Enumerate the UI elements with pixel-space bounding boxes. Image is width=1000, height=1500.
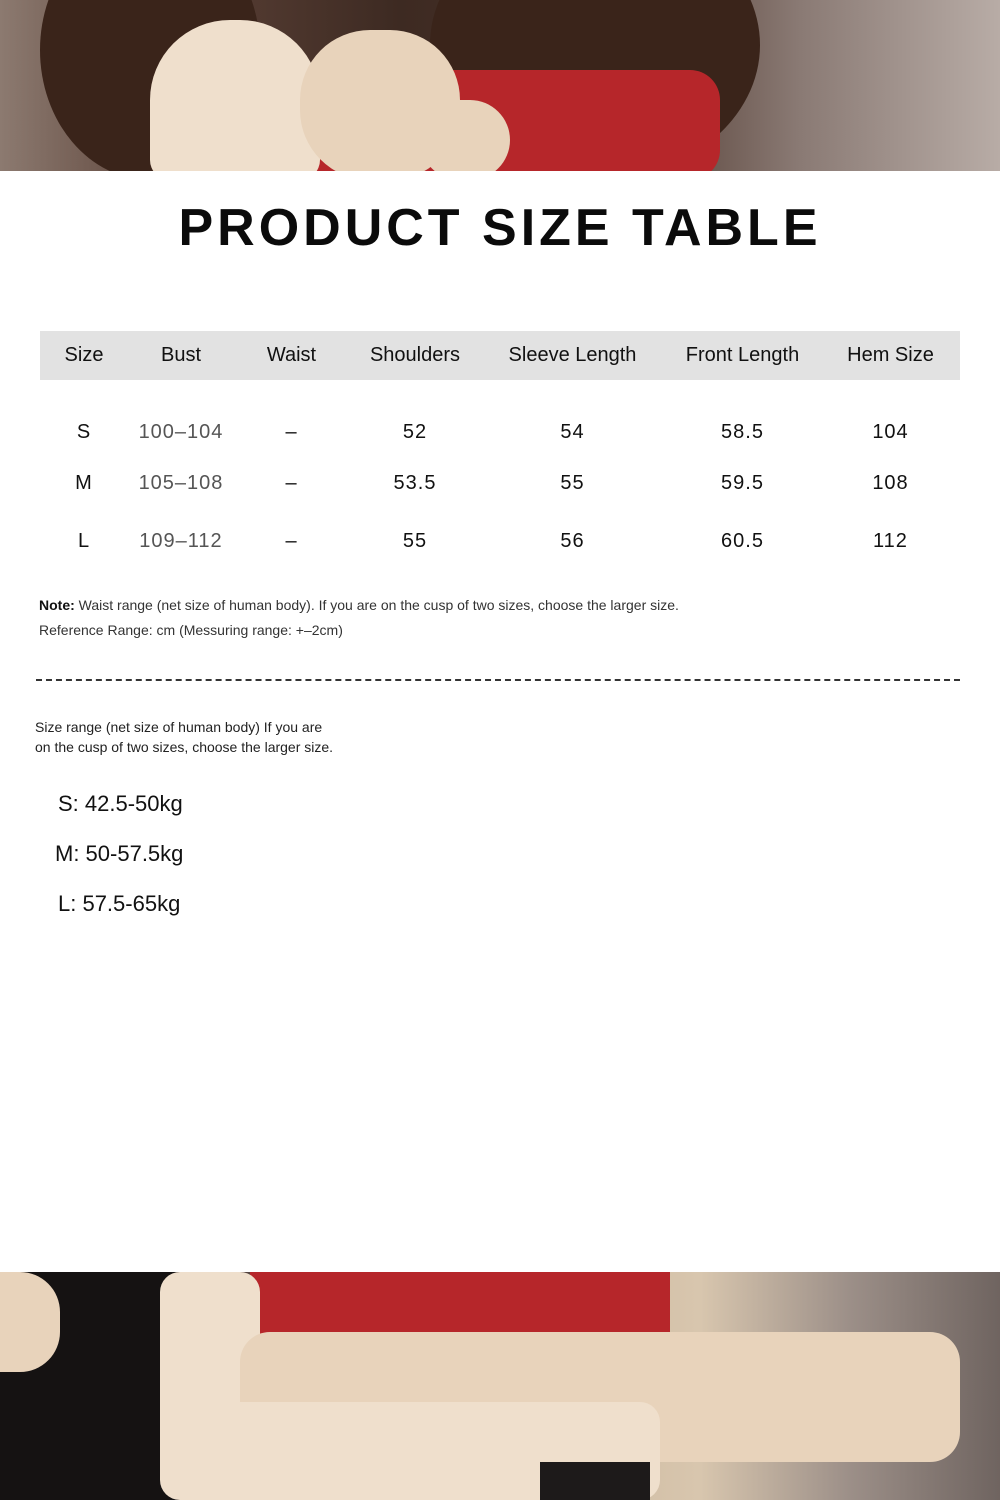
size-range-line-1: Size range (net size of human body) If you are xyxy=(35,719,323,735)
cell-waist: – xyxy=(285,420,298,443)
cell-shoulders: 52 xyxy=(402,420,428,443)
header-sleeve-length: Sleeve Length xyxy=(508,344,637,366)
cell-front-length: 58.5 xyxy=(721,420,764,443)
table-row xyxy=(40,380,960,454)
cell-size: M xyxy=(75,471,93,494)
cell-size: L xyxy=(77,529,91,552)
cell-sleeve-length: 54 xyxy=(560,420,585,443)
header-waist: Waist xyxy=(266,344,317,366)
note-body: Waist range (net size of human body). If you are on the cusp of two sizes, choose the larger size. xyxy=(74,597,679,613)
size-range-line-2: on the cusp of two sizes, choose the larger size. xyxy=(35,739,334,755)
header-shoulders: Shoulders xyxy=(369,344,461,366)
table-header-row xyxy=(40,331,960,380)
cell-sleeve-length: 56 xyxy=(560,529,585,552)
dashed-divider xyxy=(36,679,960,681)
cell-bust: 109–112 xyxy=(139,529,223,552)
cell-front-length: 60.5 xyxy=(721,529,764,552)
cell-waist: – xyxy=(285,471,298,494)
header-hem-size: Hem Size xyxy=(847,344,934,366)
cell-hem-size: 108 xyxy=(872,471,909,494)
cell-shoulders: 55 xyxy=(402,529,428,552)
page-title: PRODUCT SIZE TABLE xyxy=(178,199,822,257)
cell-sleeve-length: 55 xyxy=(560,471,585,494)
weight-size-l: L: 57.5-65kg xyxy=(58,891,181,916)
reference-range: Reference Range: cm (Messuring range: +–2cm) xyxy=(39,622,343,638)
cell-size: S xyxy=(76,420,92,443)
weight-size-m: M: 50-57.5kg xyxy=(55,841,184,866)
weight-size-s: S: 42.5-50kg xyxy=(58,791,183,816)
product-photo-top xyxy=(0,0,1000,171)
header-size: Size xyxy=(64,344,104,366)
size-table xyxy=(40,331,960,570)
cell-waist: – xyxy=(285,529,298,552)
cell-front-length: 59.5 xyxy=(721,471,764,494)
note-label: Note: xyxy=(39,597,75,613)
note-text xyxy=(39,597,679,613)
cell-hem-size: 104 xyxy=(872,420,909,443)
table-row xyxy=(40,512,960,570)
size-range-intro xyxy=(35,717,375,757)
cell-shoulders: 53.5 xyxy=(393,471,437,494)
header-bust: Bust xyxy=(160,344,202,366)
cell-hem-size: 112 xyxy=(873,529,908,552)
header-front-length: Front Length xyxy=(685,344,800,366)
table-row xyxy=(40,454,960,512)
product-photo-bottom xyxy=(0,1272,1000,1500)
cell-bust: 105–108 xyxy=(138,471,224,494)
cell-bust: 100–104 xyxy=(138,420,224,443)
